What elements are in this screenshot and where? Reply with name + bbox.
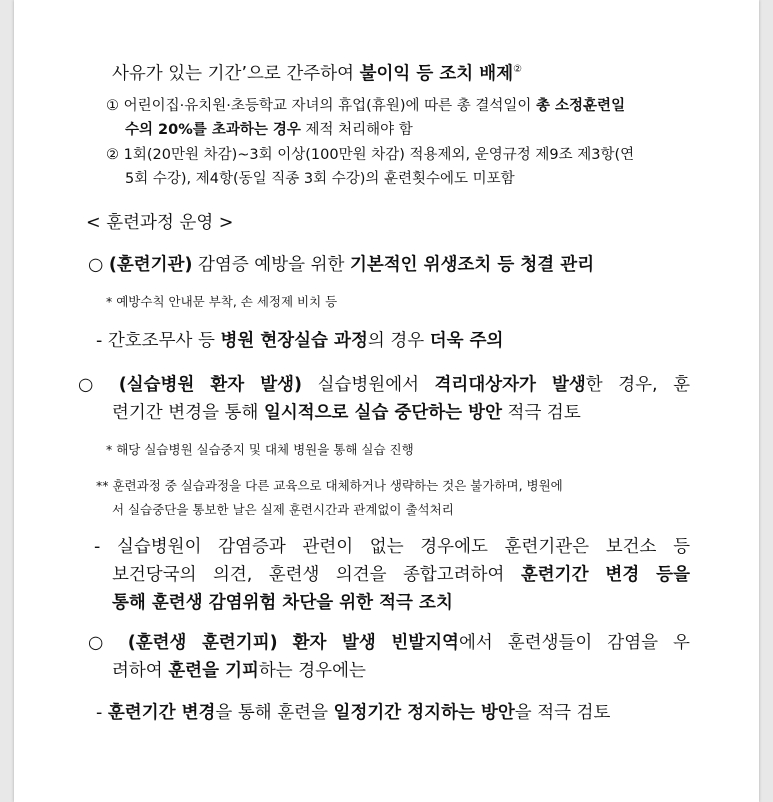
intro-text: 사유가 있는 기간’으로 간주하여: [112, 64, 360, 84]
bullet-hospital-patient-line-2: 련기간 변경을 통해 일시적으로 실습 중단하는 방안 적극 검토: [112, 403, 581, 423]
dash-item-nursing: - 간호조무사 등 병원 현장실습 과정의 경우 더욱 주의: [96, 331, 504, 351]
bullet-trainee-avoidance-line-2: 려하여 훈련을 기피하는 경우에는: [112, 661, 366, 681]
intro-line: [112, 66, 522, 84]
intro-bold-text: 불이익 등 조치 배제: [359, 64, 514, 84]
note-bold-text: 총 소정훈련일: [535, 98, 626, 114]
note-text: 제적 처리해야 함: [300, 122, 413, 138]
note-bold-text: 수의 20%를 초과하는 경우: [125, 122, 301, 138]
double-asterisk-note-line-1: ** 훈련과정 중 실습과정을 다른 교육으로 대체하거나 생략하는 것은 불가하며, 병원에: [96, 478, 563, 493]
bullet-hospital-patient-line-1: ○ (실습병원 환자 발생) 실습병원에서 격리대상자가 발생한 경우, 훈: [78, 375, 690, 395]
dash-item-hospital-line-2: 보건당국의 의견, 훈련생 의견을 종합고려하여 훈련기간 변경 등을: [112, 565, 690, 585]
asterisk-note: * 해당 실습병원 실습중지 및 대체 병원을 통해 실습 진행: [106, 442, 414, 457]
note-text: ② 1회(20만원 차감)~3회 이상(100만원 차감) 적용제외, 운영규정 제9조 제3항(연: [106, 147, 635, 163]
note-2-line-2: [125, 172, 515, 187]
bullet-trainee-avoidance-line-1: ○ (훈련생 훈련기피) 환자 발생 빈발지역에서 훈련생들이 감염을 우: [88, 633, 690, 653]
section-title: < 훈련과정 운영 >: [86, 213, 234, 233]
dash-item-hospital-line-1: - 실습병원이 감염증과 관련이 없는 경우에도 훈련기관은 보건소 등: [94, 537, 690, 557]
document-page: [14, 0, 759, 802]
note-1-line-2: [125, 123, 413, 138]
note-2-line-1: [106, 148, 634, 163]
note-text: 5회 수강), 제4항(동일 직종 3회 수강)의 훈련횟수에도 미포함: [125, 171, 515, 187]
dash-item-hospital-line-3: 통해 훈련생 감염위험 차단을 위한 적극 조치: [112, 593, 453, 613]
footnote-mark: ②: [513, 64, 523, 76]
dash-item-suspend: - 훈련기간 변경을 통해 훈련을 일정기간 정지하는 방안을 적극 검토: [96, 703, 611, 723]
note-text: ① 어린이집·유치원·초등학교 자녀의 휴업(휴원)에 따른 총 결석일이: [106, 98, 536, 114]
note-1-line-1: [106, 99, 625, 114]
bullet-training-institution: ○ (훈련기관) 감염증 예방을 위한 기본적인 위생조치 등 청결 관리: [88, 255, 595, 275]
double-asterisk-note-line-2: 서 실습중단을 통보한 날은 실제 훈련시간과 관계없이 출석처리: [112, 502, 454, 517]
asterisk-note: * 예방수칙 안내문 부착, 손 세정제 비치 등: [106, 294, 338, 309]
